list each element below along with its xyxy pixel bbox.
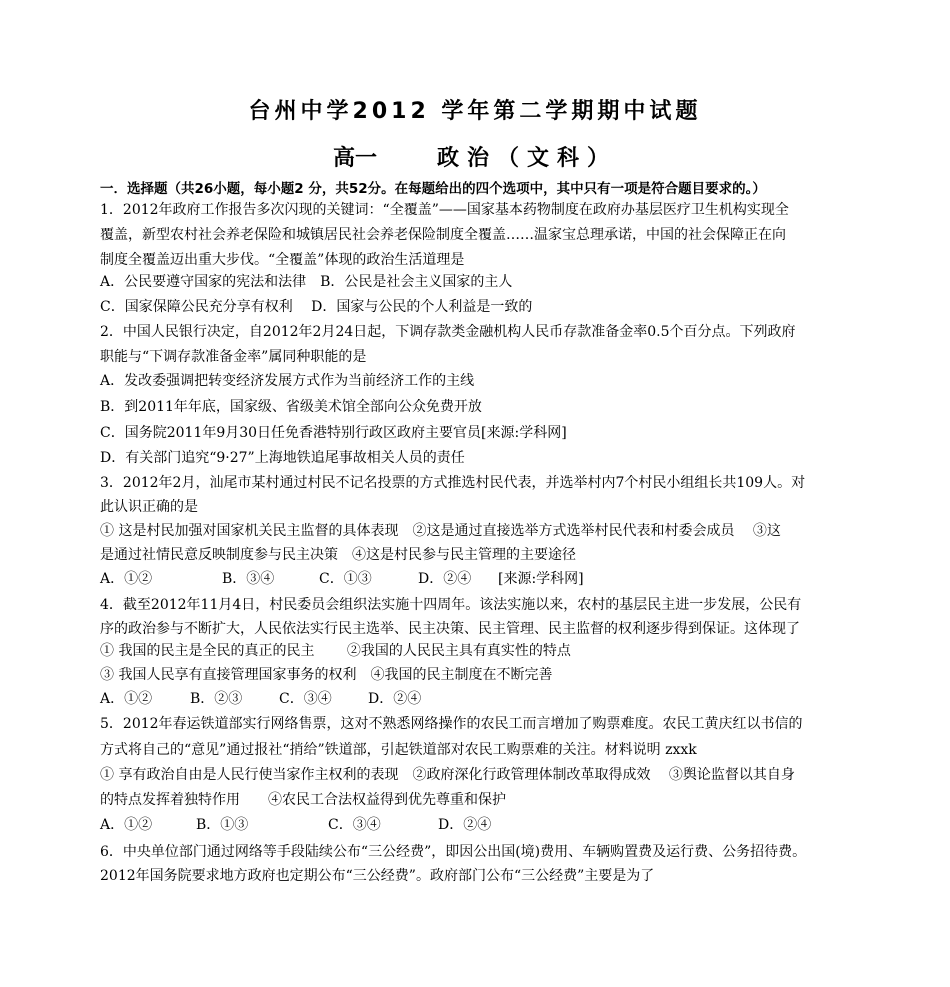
q3-stem-line: 是通过社情民意反映制度参与民主决策 ④这是村民参与民主管理的主要途径 [100, 547, 576, 563]
q4-option-d: D．②④ [368, 691, 422, 707]
exam-subtitle [0, 141, 950, 172]
q4-stem-line: ① 我国的民主是全民的真正的民主 ②我国的人民民主具有真实性的特点 [100, 643, 571, 659]
q1-options-cd: C．国家保障公民充分享有权利 D．国家与公民的个人利益是一致的 [100, 299, 533, 315]
q5-stem-line: ① 享有政治自由是人民行使当家作主权利的表现 ②政府深化行政管理体制改革取得成效 ③舆论监督以其自身 [100, 767, 795, 783]
q3-stem-line: 此认识正确的是 [100, 499, 198, 515]
q1-stem-line: 制度全覆盖迈出重大步伐。“全覆盖”体现的政治生活道理是 [100, 252, 465, 268]
q3-stem-line: ① 这是村民加强对国家机关民主监督的具体表现 ②这是通过直接选举方式选举村民代表和村委会成员 ③这 [100, 523, 781, 539]
q5-option-b: B．①③ [196, 817, 249, 833]
q3-option-d: D．②④ [418, 571, 472, 587]
q1-options-ab: A．公民要遵守国家的宪法和法律 B．公民是社会主义国家的主人 [100, 274, 513, 290]
q2-stem-line: 职能与“下调存款准备金率”属同种职能的是 [100, 349, 367, 365]
q4-option-b: B．②③ [190, 691, 243, 707]
q1-stem-line: 1．2012年政府工作报告多次闪现的关键词：“全覆盖”——国家基本药物制度在政府办基层医疗卫生机构实现全 [100, 202, 789, 218]
q5-stem-line: 5．2012年春运铁道部实行网络售票，这对不熟悉网络操作的农民工而言增加了购票难度。农民工黄庆红以书信的 [100, 716, 803, 732]
section-heading: 一．选择题（共26小题，每小题2 分，共52分。在每题给出的四个选项中，其中只有一项是符合题目要求的。） [100, 181, 766, 197]
q5-option-a: A．①② [100, 817, 153, 833]
q5-stem-line: 的特点发挥着独特作用 ④农民工合法权益得到优先尊重和保护 [100, 792, 506, 808]
q3-option-a: A．①② [100, 571, 153, 587]
q2-option-a: A．发改委强调把转变经济发展方式作为当前经济工作的主线 [100, 373, 475, 389]
q4-stem-line: 序的政治参与不断扩大，人民依法实行民主选举、民主决策、民主管理、民主监督的权利逐步得到保证。这体现了 [100, 621, 800, 637]
q3-source-note: [来源:学科网] [498, 571, 584, 587]
grade-label: 高一 [332, 146, 377, 171]
q2-option-d: D．有关部门追究“9·27”上海地铁追尾事故相关人员的责任 [100, 450, 465, 466]
q4-option-c: C．③④ [279, 691, 332, 707]
q3-option-c: C．①③ [319, 571, 372, 587]
q2-option-b: B．到2011年年底，国家级、省级美术馆全部向公众免费开放 [100, 399, 482, 415]
q6-stem-line: 6．中央单位部门通过网络等手段陆续公布“三公经费”，即因公出国(境)费用、车辆购置费及运行费、公务招待费。 [100, 844, 807, 860]
q5-option-c: C．③④ [328, 817, 381, 833]
q2-stem-line: 2．中国人民银行决定，自2012年2月24日起，下调存款类金融机构人民币存款准备金率0.5个百分点。下列政府 [100, 324, 796, 340]
subject-label: 政治（文科） [437, 146, 618, 171]
q3-option-b: B．③④ [222, 571, 275, 587]
q2-option-c: C．国务院2011年9月30日任免香港特别行政区政府主要官员[来源:学科网] [100, 425, 567, 441]
q3-stem-line: 3．2012年2月，汕尾市某村通过村民不记名投票的方式推选村民代表，并选举村内7个村民小组组长共109人。对 [100, 475, 806, 491]
q5-option-d: D．②④ [438, 817, 492, 833]
q1-stem-line: 覆盖，新型农村社会养老保险和城镇居民社会养老保险制度全覆盖……温家宝总理承诺，中国的社会保障正在向 [100, 227, 786, 243]
q4-stem-line: ③ 我国人民享有直接管理国家事务的权利 ④我国的民主制度在不断完善 [100, 667, 553, 683]
q4-stem-line: 4．截至2012年11月4日，村民委员会组织法实施十四周年。该法实施以来，农村的基层民主进一步发展，公民有 [100, 597, 802, 613]
q5-stem-line: 方式将自己的“意见”通过报社“捎给”铁道部，引起铁道部对农民工购票难的关注。材料说明 zxxk [100, 742, 697, 758]
exam-title: 台州中学2012 学年第二学期期中试题 [248, 99, 702, 124]
q4-option-a: A．①② [100, 691, 153, 707]
q6-stem-line: 2012年国务院要求地方政府也定期公布“三公经费”。政府部门公布“三公经费”主要是为了 [100, 868, 655, 884]
